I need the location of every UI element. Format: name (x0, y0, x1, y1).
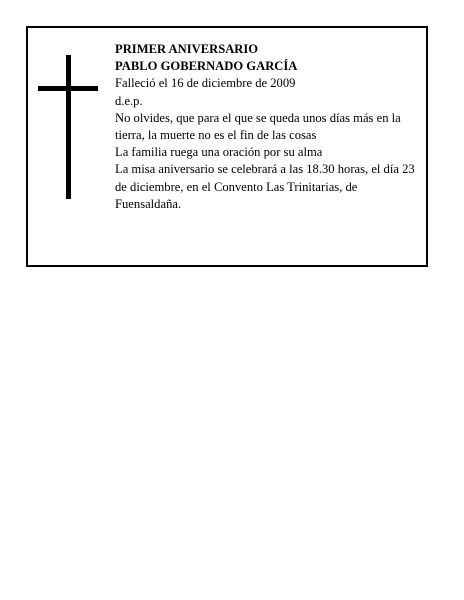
mass-details: La misa aniversario se celebrará a las 18.30 horas, el día 23 de diciembre, en el Convento Las Trinitarias, de Fuensaldaña. (115, 162, 415, 211)
notice-title: PRIMER ANIVERSARIO (115, 42, 259, 56)
rip-text: d.e.p. (115, 93, 143, 108)
death-date: Falleció el 16 de diciembre de 2009 (115, 76, 296, 91)
cross-vertical-bar (66, 55, 71, 199)
family-request: La familia ruega una oración por su alma (115, 145, 323, 160)
cross-icon (38, 55, 98, 199)
obituary-notice (26, 26, 428, 267)
cross-horizontal-bar (38, 86, 98, 91)
memorial-quote: No olvides, que para el que se queda unos días más en la tierra, la muerte no es el fin de las cosas (115, 110, 401, 143)
notice-text-block (115, 41, 418, 213)
deceased-name: PABLO GOBERNADO GARCÍA (115, 59, 298, 74)
